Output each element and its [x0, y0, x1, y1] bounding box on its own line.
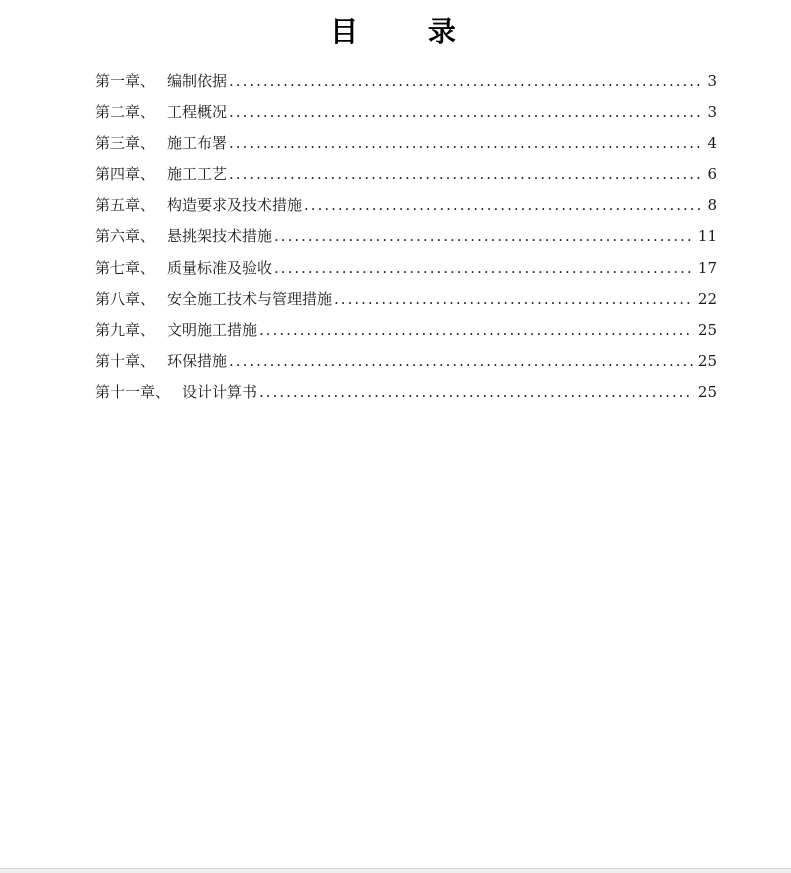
dot-leader [334, 287, 694, 311]
dot-leader [229, 349, 694, 373]
dot-leader [229, 69, 703, 93]
dot-leader [274, 224, 694, 248]
toc-entry-2[interactable] [95, 100, 717, 131]
chapter-title: 安全施工技术与管理措施 [167, 289, 333, 308]
chapter-number: 第五章、 [95, 196, 156, 215]
page-number: 3 [707, 103, 717, 122]
chapter-title: 施工布署 [167, 134, 228, 153]
chapter-number: 第四章、 [95, 165, 156, 184]
page-number: 3 [707, 72, 717, 90]
chapter-title: 质量标准及验收 [167, 258, 273, 277]
toc-entry-3[interactable] [95, 131, 717, 162]
chapter-number: 第三章、 [95, 134, 156, 153]
table-of-contents [95, 69, 717, 411]
toc-entry-10[interactable] [95, 349, 717, 380]
chapter-title: 悬挑架技术措施 [167, 227, 273, 246]
page-bottom-edge [0, 868, 791, 873]
toc-entry-9[interactable] [95, 318, 717, 349]
dot-leader [229, 131, 703, 155]
chapter-number: 第六章、 [95, 227, 156, 246]
page-number: 11 [697, 227, 717, 246]
toc-title: 目 录 [330, 15, 486, 48]
page-number: 25 [697, 382, 717, 401]
page-number: 4 [707, 134, 717, 153]
chapter-number: 第二章、 [95, 103, 156, 122]
chapter-number: 第九章、 [95, 320, 156, 339]
chapter-number: 第十章、 [95, 351, 156, 370]
toc-entry-8[interactable] [95, 287, 717, 318]
dot-leader [229, 100, 703, 124]
dot-leader [229, 162, 703, 186]
toc-entry-4[interactable] [95, 162, 717, 193]
chapter-number: 第一章、 [95, 72, 156, 90]
dot-leader [259, 318, 694, 342]
page-number: 8 [707, 196, 717, 215]
toc-entry-5[interactable] [95, 193, 717, 224]
chapter-title: 文明施工措施 [167, 320, 258, 339]
toc-entry-1[interactable] [95, 69, 717, 100]
page-number: 25 [697, 320, 717, 339]
page-number: 17 [697, 258, 717, 277]
chapter-number: 第十一章、 [95, 382, 171, 401]
dot-leader [304, 193, 703, 217]
chapter-title: 编制依据 [167, 72, 228, 90]
chapter-title: 施工工艺 [167, 165, 228, 184]
chapter-title: 环保措施 [167, 351, 228, 370]
page-number: 25 [697, 351, 717, 370]
chapter-title: 工程概况 [167, 103, 228, 122]
toc-entry-7[interactable] [95, 256, 717, 287]
chapter-number: 第八章、 [95, 289, 156, 308]
toc-entry-11[interactable] [95, 380, 717, 411]
page-number: 22 [697, 289, 717, 308]
toc-entry-6[interactable] [95, 224, 717, 255]
dot-leader [274, 256, 694, 280]
dot-leader [259, 380, 694, 404]
chapter-title: 设计计算书 [182, 382, 258, 401]
chapter-title: 构造要求及技术措施 [167, 196, 303, 215]
page-number: 6 [707, 165, 717, 184]
chapter-number: 第七章、 [95, 258, 156, 277]
